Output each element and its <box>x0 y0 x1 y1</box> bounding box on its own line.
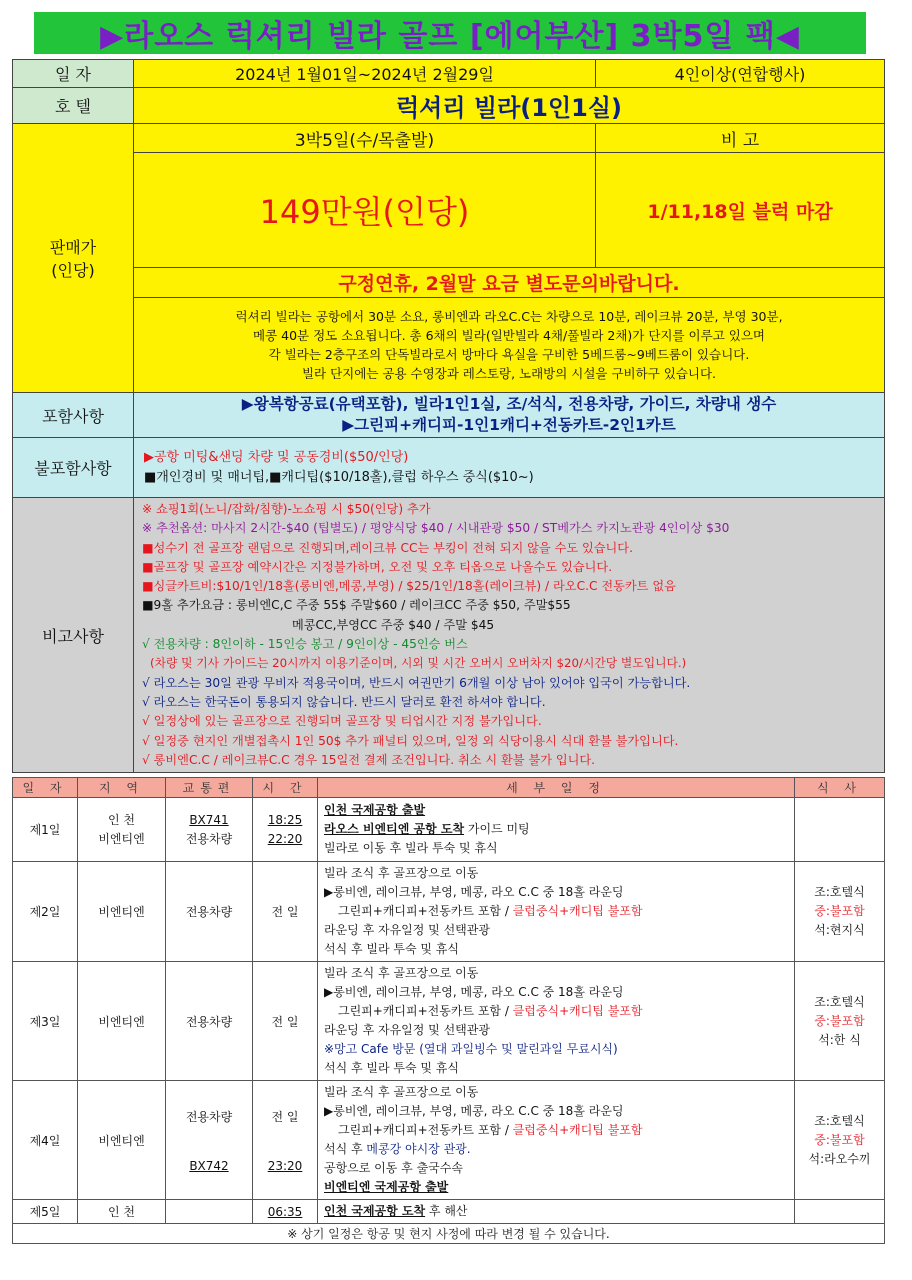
itinerary-row <box>13 798 885 862</box>
transport-cell <box>166 798 253 862</box>
hotel-label: 호 텔 <box>13 88 134 124</box>
region-text: 비엔티엔 <box>98 831 145 846</box>
desc-line: 빌라 단지에는 공용 수영장과 레스토랑, 노래방의 시설을 구비하구 있습니다. <box>301 366 717 381</box>
meal-text: 조:호텔식 <box>814 885 865 899</box>
note-item: √ 일정중 현지인 개별접촉시 1인 50$ 추가 패널티 있으며, 일정 외 식당이용시 식대 환불 불가입니다. <box>142 733 679 748</box>
detail-line: ▶롱비엔, 레이크뷰, 부영, 메콩, 라오 C.C 중 18홀 라운딩 <box>324 885 624 899</box>
note-item: √ 롱비엔C.C / 레이크뷰C.C 경우 15일전 결제 조건입니다. 취소 시 환불 불가 입니다. <box>142 752 596 767</box>
note-item: √ 전용차량 : 8인이하 - 15인승 봉고 / 9인이상 - 45인승 버스 <box>142 637 468 652</box>
notes-label: 비고사항 <box>13 498 134 773</box>
region-cell: 비엔티엔 <box>78 962 166 1081</box>
price-label <box>13 124 134 393</box>
detail-line: ▶롱비엔, 레이크뷰, 부영, 메콩, 라오 C.C 중 18홀 라운딩 <box>324 1104 624 1118</box>
region-text: 인 천 <box>108 812 135 827</box>
header-time: 시 간 <box>253 778 318 798</box>
time-text: 22:20 <box>267 831 303 846</box>
detail-line: 그린피+캐디피+전동카트 포함 / 클럽중식+캐디팁 불포함 <box>338 904 643 918</box>
itinerary-row <box>13 1081 885 1200</box>
desc-line: 각 빌라는 2층구조의 단독빌라로서 방마다 욕실을 구비한 5베드룸~9베드룸이 있습니다. <box>268 347 750 362</box>
included-list <box>134 393 885 438</box>
note-item: √ 일정상에 있는 골프장으로 진행되며 골프장 및 티업시간 지정 불가입니다. <box>142 714 542 729</box>
package-info-table <box>12 59 885 773</box>
included-label: 포함사항 <box>13 393 134 438</box>
day-cell: 제1일 <box>13 798 78 862</box>
detail-line: 라오스 비엔티엔 공항 도착 가이드 미팅 <box>324 822 530 836</box>
day-cell: 제5일 <box>13 1200 78 1224</box>
itinerary-table <box>12 777 885 1244</box>
meal-text: 중:불포함 <box>814 904 865 918</box>
meal-text: 석:한 식 <box>818 1032 861 1047</box>
detail-line: 석식 후 빌라 투숙 및 휴식 <box>324 942 459 956</box>
time-cell: 전 일 <box>253 862 318 962</box>
detail-line: 석식 후 메콩강 야시장 관광. <box>324 1142 471 1156</box>
header-day: 일 자 <box>13 778 78 798</box>
group-type: 4인이상(연합행사) <box>596 60 885 88</box>
time-text: 18:25 <box>267 812 303 827</box>
meals-cell <box>795 962 885 1081</box>
meal-text: 중:불포함 <box>814 1132 865 1147</box>
transport-cell <box>166 1200 253 1224</box>
meals-cell <box>795 798 885 862</box>
notes-list <box>134 498 885 773</box>
detail-line: 석식 후 빌라 투숙 및 휴식 <box>324 1061 459 1075</box>
time-cell: 전 일 <box>253 962 318 1081</box>
details-cell <box>318 862 795 962</box>
itinerary-row <box>13 862 885 962</box>
detail-line: 빌라로 이동 후 빌라 투숙 및 휴식 <box>324 841 498 855</box>
details-cell <box>318 1200 795 1224</box>
header-region: 지 역 <box>78 778 166 798</box>
remarks-label: 비 고 <box>596 124 885 153</box>
note-item: ■싱글카트비:$10/1인/18홀(롱비엔,메콩,부영) / $25/1인/18홀(레이크뷰) / 라오C.C 전동카트 없음 <box>142 579 676 594</box>
detail-line: 라운딩 후 자유일정 및 선택관광 <box>324 1023 490 1037</box>
details-cell <box>318 1081 795 1200</box>
meal-text: 중:불포함 <box>814 1013 865 1028</box>
transport-cell: 전용차량 <box>166 862 253 962</box>
included-item: ▶왕복항공료(유택포함), 빌라1인1실, 조/석식, 전용차량, 가이드, 차량내 생수 <box>241 395 777 413</box>
detail-line: 빌라 조식 후 골프장으로 이동 <box>324 866 479 880</box>
note-item: ※ 쇼핑1회(노니/잡화/침향)-노쇼핑 시 $50(인당) 추가 <box>142 502 431 516</box>
schedule-type: 3박5일(수/목출발) <box>134 124 596 153</box>
detail-line: 그린피+캐디피+전동카트 포함 / 클럽중식+캐디팁 불포함 <box>338 1004 643 1018</box>
note-item: (차량 및 기사 가이드는 20시까지 이용기준이며, 시외 및 시간 오버시 오버차지 $20/시간당 별도입니다.) <box>150 656 687 671</box>
flight-number: BX741 <box>189 812 229 827</box>
transport-text: 전용차량 <box>185 1109 233 1124</box>
detail-line: 빌라 조식 후 골프장으로 이동 <box>324 1085 479 1099</box>
excluded-item: ■개인경비 및 매너팁,■캐디팁($10/18홀),클럽 하우스 중식($10~) <box>144 469 534 485</box>
region-cell: 인 천 <box>78 1200 166 1224</box>
detail-line: 라운딩 후 자유일정 및 선택관광 <box>324 923 490 937</box>
day-cell: 제4일 <box>13 1081 78 1200</box>
region-cell <box>78 798 166 862</box>
detail-line: 인천 국제공항 도착 후 해산 <box>324 1204 468 1218</box>
meals-cell <box>795 862 885 962</box>
note-item: ■9홀 추가요금 : 롱비엔C,C 주중 55$ 주말$60 / 레이크CC 주중 $50, 주말$55 <box>142 598 571 613</box>
time-cell <box>253 1081 318 1200</box>
details-cell <box>318 798 795 862</box>
note-item: 메콩CC,부영CC 주중 $40 / 주말 $45 <box>292 617 495 632</box>
date-value: 2024년 1월01일~2024년 2월29일 <box>134 60 596 88</box>
note-item: √ 라오스는 30일 관광 무비자 적용국이며, 반드시 여권만기 6개월 이상 남아 있어야 입국이 가능합니다. <box>142 675 691 690</box>
time-cell <box>253 798 318 862</box>
date-label: 일 자 <box>13 60 134 88</box>
excluded-label: 불포함사항 <box>13 438 134 498</box>
note-item: √ 라오스는 한국돈이 통용되지 않습니다. 반드시 달러로 환전 하셔야 합니다. <box>142 694 546 709</box>
excluded-item: ▶공항 미팅&샌딩 차량 및 공동경비($50/인당) <box>144 449 409 465</box>
price-label-line1: 판매가 <box>49 238 97 257</box>
excluded-list <box>134 438 885 498</box>
meals-cell <box>795 1081 885 1200</box>
header-transport: 교통편 <box>166 778 253 798</box>
detail-line: ※망고 Cafe 방문 (열대 과일빙수 및 말린과일 무료시식) <box>324 1042 618 1056</box>
itinerary-row <box>13 962 885 1081</box>
meals-cell <box>795 1200 885 1224</box>
time-cell: 06:35 <box>253 1200 318 1224</box>
included-item: ▶그린피+캐디피-1인1캐디+전동카트-2인1카트 <box>342 416 676 434</box>
meal-text: 석:라오수끼 <box>808 1151 871 1166</box>
block-note: 1/11,18일 블럭 마감 <box>596 153 885 268</box>
price-label-line2: (인당) <box>51 261 95 280</box>
meal-text: 석:현지식 <box>814 923 865 937</box>
villa-description <box>134 298 885 393</box>
itinerary-footer-note: ※ 상기 일정은 항공 및 현지 사정에 따라 변경 될 수 있습니다. <box>13 1224 885 1244</box>
note-item: ■성수기 전 골프장 랜덤으로 진행되며,레이크뷰 CC는 부킹이 전혀 되지 않을 수도 있습니다. <box>142 540 633 555</box>
region-cell: 비엔티엔 <box>78 862 166 962</box>
price-value: 149만원(인당) <box>134 153 596 268</box>
itinerary-row <box>13 1200 885 1224</box>
holiday-note: 구정연휴, 2월말 요금 별도문의바랍니다. <box>134 268 885 298</box>
meal-text: 조:호텔식 <box>814 1113 865 1128</box>
transport-text: 전용차량 <box>185 831 233 846</box>
detail-line: 공항으로 이동 후 출국수속 <box>324 1161 463 1175</box>
title-banner: ▶라오스 럭셔리 빌라 골프 [에어부산] 3박5일 팩◀ <box>34 12 866 54</box>
time-text: 전 일 <box>271 1109 299 1124</box>
hotel-value: 럭셔리 빌라(1인1실) <box>134 88 885 124</box>
transport-cell: 전용차량 <box>166 962 253 1081</box>
transport-cell <box>166 1081 253 1200</box>
desc-line: 메콩 40분 정도 소요됩니다. 총 6채의 빌라(일반빌라 4채/풀빌라 2채)가 단지를 이루고 있으며 <box>253 328 765 343</box>
detail-line: ▶롱비엔, 레이크뷰, 부영, 메콩, 라오 C.C 중 18홀 라운딩 <box>324 985 624 999</box>
note-item: ※ 추천옵션: 마사지 2시간-$40 (팁별도) / 평양식당 $40 / 시내관광 $50 / ST베가스 카지노관광 4인이상 $30 <box>142 521 730 536</box>
note-item: ■골프장 및 골프장 예약시간은 지정불가하며, 오전 및 오후 티옵으로 나올수도 있습니다. <box>142 559 613 574</box>
meal-text: 조:호텔식 <box>814 994 865 1009</box>
header-details: 세 부 일 정 <box>318 778 795 798</box>
detail-line: 비엔티엔 국제공항 출발 <box>324 1180 449 1194</box>
detail-line: 인천 국제공항 출발 <box>324 803 426 817</box>
desc-line: 럭셔리 빌라는 공항에서 30분 소요, 롱비엔과 라오C.C는 차량으로 10분, 레이크뷰 20분, 부영 30분, <box>235 309 783 324</box>
header-meals: 식 사 <box>795 778 885 798</box>
flight-number: BX742 <box>189 1158 229 1173</box>
detail-line: 그린피+캐디피+전동카트 포함 / 클럽중식+캐디팁 불포함 <box>338 1123 643 1137</box>
day-cell: 제2일 <box>13 862 78 962</box>
day-cell: 제3일 <box>13 962 78 1081</box>
region-cell: 비엔티엔 <box>78 1081 166 1200</box>
time-text: 23:20 <box>267 1158 303 1173</box>
details-cell <box>318 962 795 1081</box>
detail-line: 빌라 조식 후 골프장으로 이동 <box>324 966 479 980</box>
